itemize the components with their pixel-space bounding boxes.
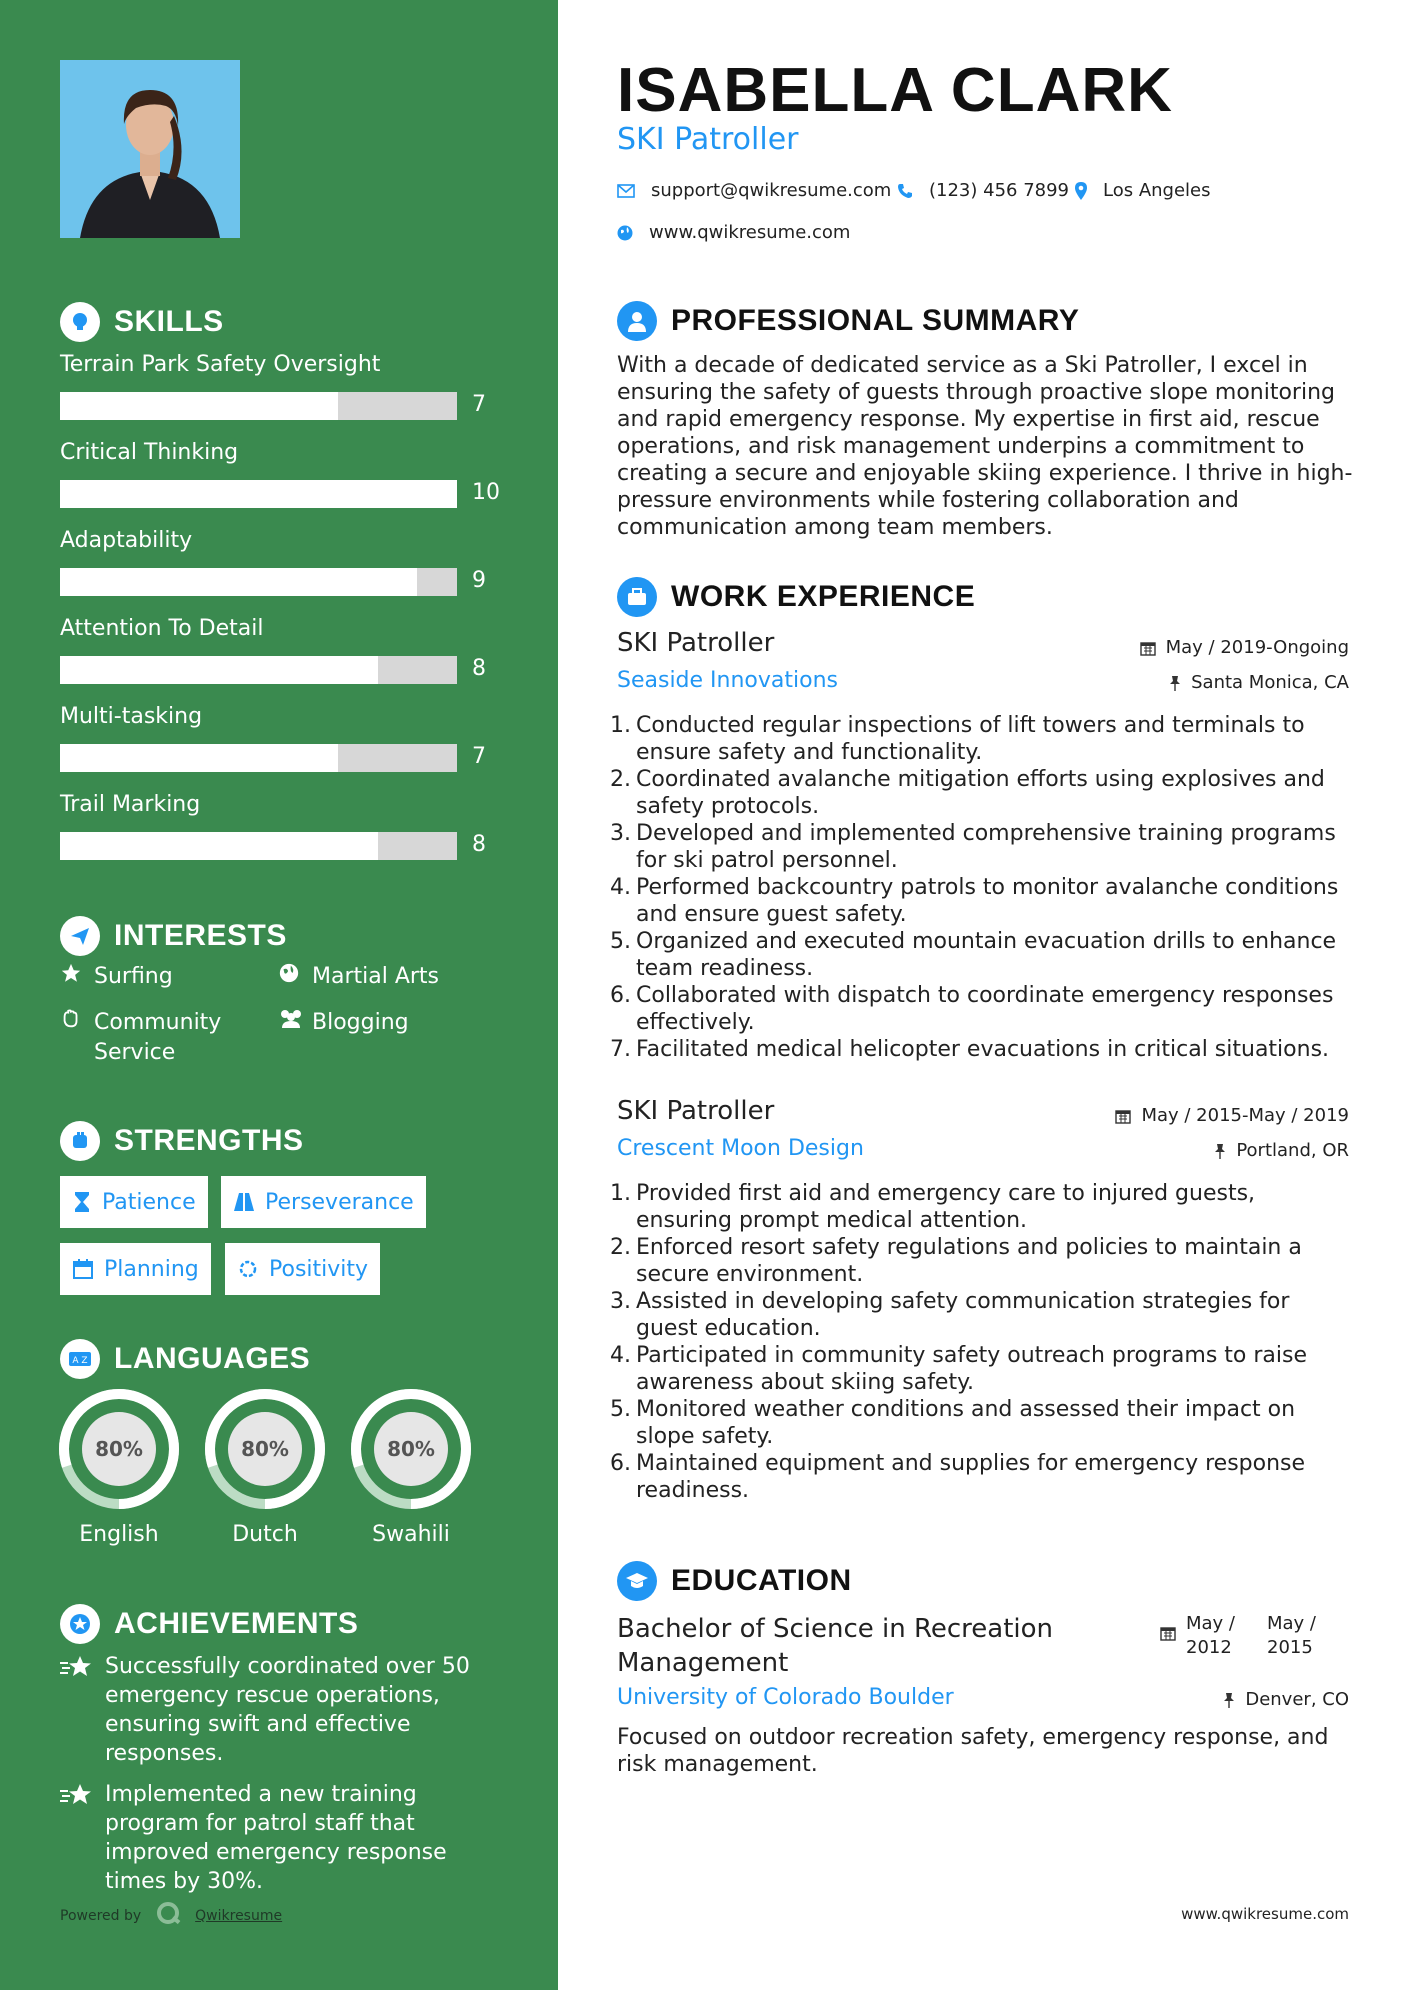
job-company: Crescent Moon Design [617,1136,864,1161]
job-dates-text: May / 2015-May / 2019 [1141,1105,1349,1126]
education-location [1223,1689,1349,1710]
skill-bar-fill [60,392,338,420]
skill-value: 10 [472,480,500,505]
summary-title: PROFESSIONAL SUMMARY [671,304,1080,337]
summary-header [617,301,1079,341]
duty-number: 5. [610,1397,631,1422]
strengths-header [60,1121,304,1161]
skill-bar [60,568,457,596]
globe-icon [278,962,312,993]
skill-bar-fill [60,480,457,508]
duty-number: 7. [610,1037,631,1062]
education-description: Focused on outdoor recreation safety, emergency response, and risk management. [617,1725,1329,1777]
achievement-text: Successfully coordinated over 50 emergency rescue operations, ensuring swift and effective responses. [105,1654,470,1766]
interest-label: Community Service [94,1010,222,1065]
education-school: University of Colorado Boulder [617,1685,954,1710]
job-role: SKI Patroller [617,1096,775,1126]
skill-name: Trail Marking [60,792,201,817]
strength-label: Positivity [269,1256,369,1282]
candidate-title: SKI Patroller [617,122,799,157]
hourglass-icon [72,1191,92,1213]
duty-text: Facilitated medical helicopter evacuations in critical situations. [636,1037,1330,1062]
education-title: EDUCATION [671,1564,852,1597]
location-text: Los Angeles [1103,180,1211,201]
job-duties-list [610,1180,1350,1504]
education-end-month: May / [1267,1613,1316,1634]
duty-number: 6. [610,1451,631,1476]
education-end-year: 2015 [1267,1637,1313,1658]
achievement-item [60,1652,500,1768]
language-progress-ring [350,1388,472,1510]
languages-title: LANGUAGES [114,1342,311,1375]
skill-bar [60,480,457,508]
interests-header [60,916,287,956]
duty-text: Conducted regular inspections of lift towers and terminals to ensure safety and functionality. [636,713,1305,765]
strengths-title: STRENGTHS [114,1124,304,1157]
language-percent: 80% [241,1437,289,1461]
skill-name: Critical Thinking [60,440,239,465]
skill-bar-fill [60,656,378,684]
job-location-text: Portland, OR [1236,1140,1349,1161]
strength-patience [60,1176,208,1228]
language-percent: 80% [95,1437,143,1461]
duty-text: Developed and implemented comprehensive training programs for ski patrol personnel. [636,821,1336,873]
languages-header [60,1339,310,1379]
skill-bar-fill [60,832,378,860]
contact-email [617,180,891,201]
job-dates-text: May / 2019-Ongoing [1165,637,1349,658]
duty-text: Maintained equipment and supplies for emergency response readiness. [636,1451,1306,1503]
skill-value: 9 [472,568,486,593]
job-duties-list [610,712,1350,1063]
job-company: Seaside Innovations [617,668,838,693]
duty-text: Organized and executed mountain evacuation drills to enhance team readiness. [636,929,1337,981]
skills-title: SKILLS [114,305,224,338]
experience-header [617,577,975,617]
skill-bar [60,744,457,772]
duty-item [610,1342,1350,1396]
hand-icon [60,1008,94,1068]
calendar-icon [1140,640,1156,656]
qwikresume-logo-icon [155,1900,183,1932]
pushpin-icon [1169,675,1181,691]
experience-title: WORK EXPERIENCE [671,580,976,613]
paper-plane-icon [60,916,100,956]
education-location-text: Denver, CO [1245,1689,1349,1710]
powered-by-label: Powered by [60,1908,142,1924]
duty-number: 1. [610,1181,631,1206]
shooting-star-icon [60,1652,105,1768]
website-text[interactable]: www.qwikresume.com [649,222,851,243]
strength-positivity [225,1243,380,1295]
skill-name: Multi-tasking [60,704,203,729]
duty-number: 4. [610,875,631,900]
language-name: Swahili [372,1522,450,1547]
language-name: English [79,1522,159,1547]
job-role: SKI Patroller [617,628,775,658]
achievement-text: Implemented a new training program for patrol staff that improved emergency response times by 30%. [105,1782,447,1894]
duty-number: 1. [610,713,631,738]
duty-item [610,874,1350,928]
graduation-cap-icon [617,1561,657,1601]
lightbulb-icon [60,302,100,342]
skill-value: 8 [472,656,486,681]
qwikresume-link[interactable]: Qwikresume [195,1908,283,1924]
education-start-month: May / [1186,1613,1235,1634]
pushpin-icon [1214,1143,1226,1159]
interest-label: Blogging [312,1010,409,1035]
job-location [1169,672,1349,693]
skill-name: Attention To Detail [60,616,264,641]
duty-number: 6. [610,983,631,1008]
briefcase-icon [617,577,657,617]
achievement-item [60,1780,500,1896]
duty-text: Collaborated with dispatch to coordinate emergency responses effectively. [636,983,1334,1035]
duty-item [610,1450,1350,1504]
duty-number: 4. [610,1343,631,1368]
education-start [1186,1612,1235,1660]
education-dates [1160,1612,1348,1660]
skill-name: Terrain Park Safety Oversight [60,352,381,377]
duty-number: 3. [610,1289,631,1314]
badge-star-icon [60,1604,100,1644]
job-dates [1140,637,1349,658]
phone-text[interactable]: (123) 456 7899 [929,180,1070,201]
skills-header [60,302,224,342]
profile-photo [60,60,240,238]
interest-item-blogging [278,1008,409,1039]
job-dates [1115,1105,1349,1126]
duty-number: 2. [610,1235,631,1260]
achievements-header [60,1604,358,1644]
strength-label: Patience [102,1189,196,1215]
duty-number: 3. [610,821,631,846]
fist-icon [60,1121,100,1161]
strength-label: Planning [104,1256,199,1282]
education-header [617,1561,852,1601]
skill-bar [60,832,457,860]
language-progress-ring [58,1388,180,1510]
strength-planning [60,1243,211,1295]
contact-location [1075,180,1211,201]
duty-text: Provided first aid and emergency care to injured guests, ensuring prompt medical attention. [636,1181,1256,1233]
pushpin-icon [1223,1692,1235,1708]
duty-text: Enforced resort safety regulations and policies to maintain a secure environment. [636,1235,1302,1287]
education-start-year: 2012 [1186,1637,1232,1658]
duty-text: Coordinated avalanche mitigation efforts using explosives and safety protocols. [636,767,1325,819]
skill-value: 8 [472,832,486,857]
duty-item [610,1288,1350,1342]
gear-icon [237,1258,259,1280]
candidate-name: ISABELLA CLARK [617,56,1173,125]
skill-name: Adaptability [60,528,193,553]
contact-phone [897,180,1069,201]
duty-text: Participated in community safety outreach programs to raise awareness about skiing safety. [636,1343,1307,1395]
language-name: Dutch [232,1522,298,1547]
map-pin-icon [1075,182,1087,200]
skill-bar [60,656,457,684]
envelope-icon [617,184,635,198]
language-percent: 80% [387,1437,435,1461]
star-icon [60,962,94,993]
road-icon [233,1192,255,1212]
footer-url[interactable]: www.qwikresume.com [1181,1905,1349,1923]
duty-text: Assisted in developing safety communication strategies for guest education. [636,1289,1290,1341]
duty-item [610,712,1350,766]
job-location-text: Santa Monica, CA [1191,672,1349,693]
duty-text: Performed backcountry patrols to monitor avalanche conditions and ensure guest safety. [636,875,1339,927]
users-icon [278,1008,312,1039]
duty-item [610,766,1350,820]
language-progress-ring [204,1388,326,1510]
skill-bar-fill [60,568,417,596]
calendar-icon [1160,1612,1176,1660]
duty-item [610,928,1350,982]
strength-perseverance [221,1176,426,1228]
skill-value: 7 [472,392,486,417]
globe-icon [617,225,633,241]
powered-by [60,1900,282,1932]
interest-label: Martial Arts [312,964,440,989]
user-icon [617,301,657,341]
duty-number: 2. [610,767,631,792]
interest-label: Surfing [94,964,173,989]
strength-label: Perseverance [265,1189,414,1215]
interest-item-martial-arts [278,962,439,993]
education-degree: Bachelor of Science in Recreation Management [617,1614,1054,1678]
shooting-star-icon [60,1780,105,1896]
skill-bar-fill [60,744,338,772]
duty-item [610,1036,1350,1063]
interest-item-surfing [60,962,173,993]
sidebar [0,0,558,1990]
skill-value: 7 [472,744,486,769]
job-location [1214,1140,1349,1161]
phone-icon [897,183,913,199]
duty-item [610,1396,1350,1450]
interest-item-community-service [60,1008,240,1068]
summary-text: With a decade of dedicated service as a Ski Patroller, I excel in ensuring the safety of guests through proactive slope monitoring and rapid emergency response. My expertise in first aid, rescue operations, and risk management underpins a commitment to creating a secure and enjoyable skiing experience. I thrive in high-pressure environments while fostering collaboration and communication among team members. [617,353,1353,540]
duty-item [610,820,1350,874]
duty-item [610,1234,1350,1288]
duty-item [610,1180,1350,1234]
skill-bar [60,392,457,420]
duty-text: Monitored weather conditions and assessed their impact on slope safety. [636,1397,1296,1449]
calendar-icon [72,1258,94,1280]
achievements-title: ACHIEVEMENTS [114,1607,359,1640]
interests-title: INTERESTS [114,919,287,952]
email-text[interactable]: support@qwikresume.com [651,180,892,201]
duty-number: 5. [610,929,631,954]
duty-item [610,982,1350,1036]
contact-website [617,222,850,243]
language-icon [60,1339,100,1379]
education-end [1267,1612,1316,1660]
svg-text:A Z: A Z [72,1356,88,1366]
calendar-icon [1115,1108,1131,1124]
